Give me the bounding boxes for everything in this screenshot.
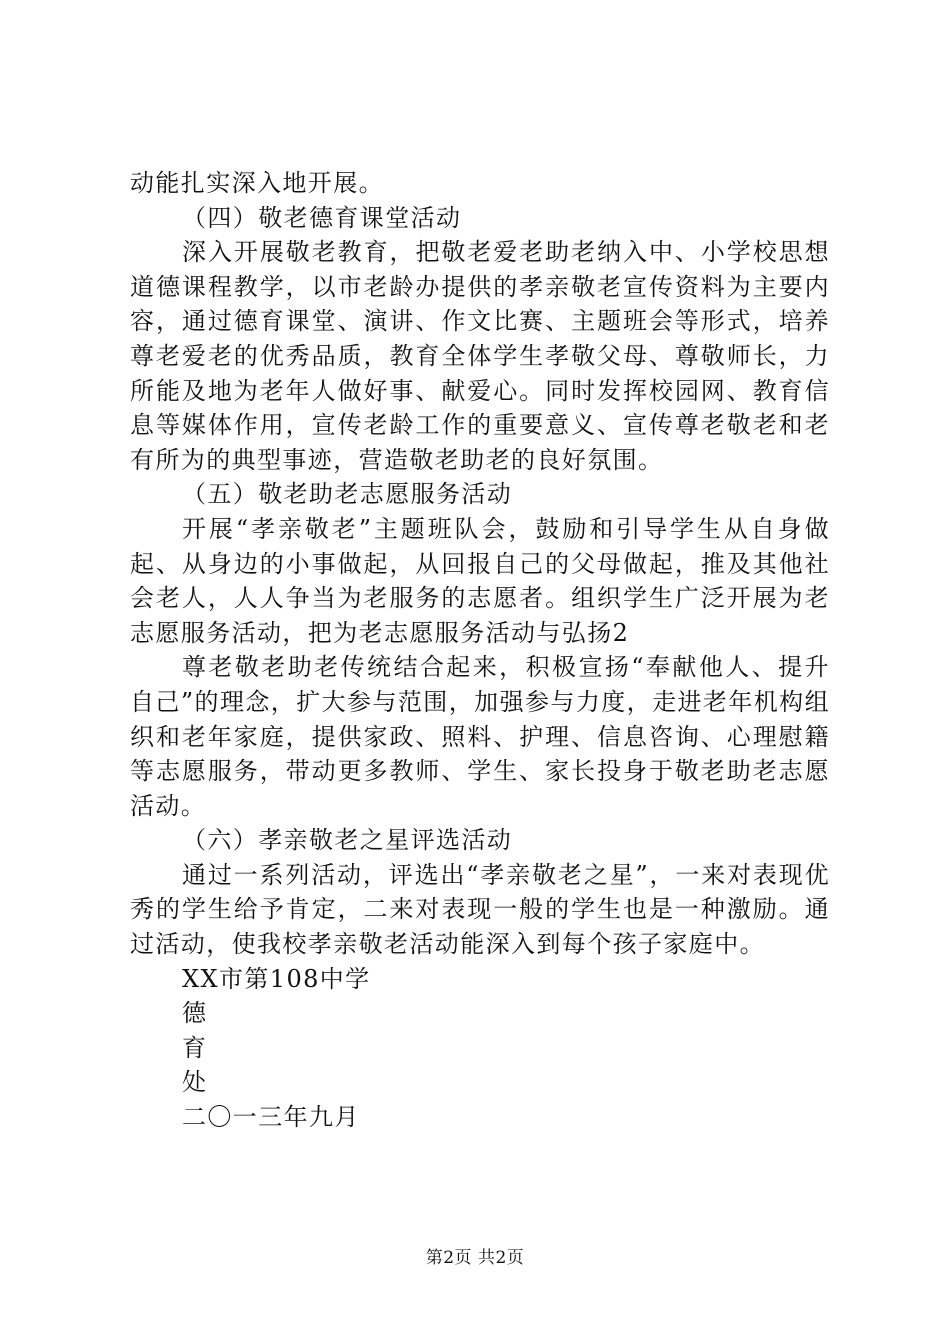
paragraph: 动能扎实深入地开展。 (130, 169, 384, 197)
section-heading: （四）敬老德育课堂活动 (182, 203, 462, 232)
paragraph: 尊老敬老助老传统结合起来，积极宣扬“奉献他人、提升自己”的理念，扩大参与范围，加强参与力度，走进老年机构组织和老年家庭，提供家政、照料、护理、信息咨询、心理慰籍等志愿服务，带动更多教师、学生、家长投身于敬老助老志愿活动。 (130, 653, 830, 820)
paragraph: 通过一系列活动，评选出“孝亲敬老之星”，一来对表现优秀的学生给予肯定，二来对表现一般的学生也是一种激励。通过活动，使我校孝亲敬老活动能深入到每个孩子家庭中。 (130, 860, 830, 959)
signature-dept-line: 德 (182, 999, 208, 1028)
section-heading: （五）敬老助老志愿服务活动 (182, 480, 513, 509)
signature-dept-line: 育 (182, 1033, 208, 1062)
section-heading: （六）孝亲敬老之星评选活动 (182, 826, 513, 855)
document-body (130, 166, 830, 1135)
signature-dept-line: 处 (182, 1068, 208, 1097)
paragraph: 深入开展敬老教育，把敬老爱老助老纳入中、小学校思想道德课程教学，以市老龄办提供的孝亲敬老宣传资料为主要内容，通过德育课堂、演讲、作文比赛、主题班会等形式，培养尊老爱老的优秀品质，教育全体学生孝敬父母、尊敬师长，力所能及地为老年人做好事、献爱心。同时发挥校园网、教育信息等媒体作用，宣传老龄工作的重要意义、宣传尊老敬老和老有所为的典型事迹，营造敬老助老的良好氛围。 (130, 238, 830, 474)
paragraph: 开展“孝亲敬老”主题班队会，鼓励和引导学生从自身做起、从身边的小事做起，从回报自己的父母做起，推及其他社会老人，人人争当为老服务的志愿者。组织学生广泛开展为老志愿服务活动，把为老志愿服务活动与弘扬2 (130, 514, 830, 647)
signature-school: XX市第108中学 (182, 964, 371, 993)
signature-date: 二〇一三年九月 (182, 1103, 360, 1132)
page-number-footer: 第2页 共2页 (425, 1248, 525, 1268)
